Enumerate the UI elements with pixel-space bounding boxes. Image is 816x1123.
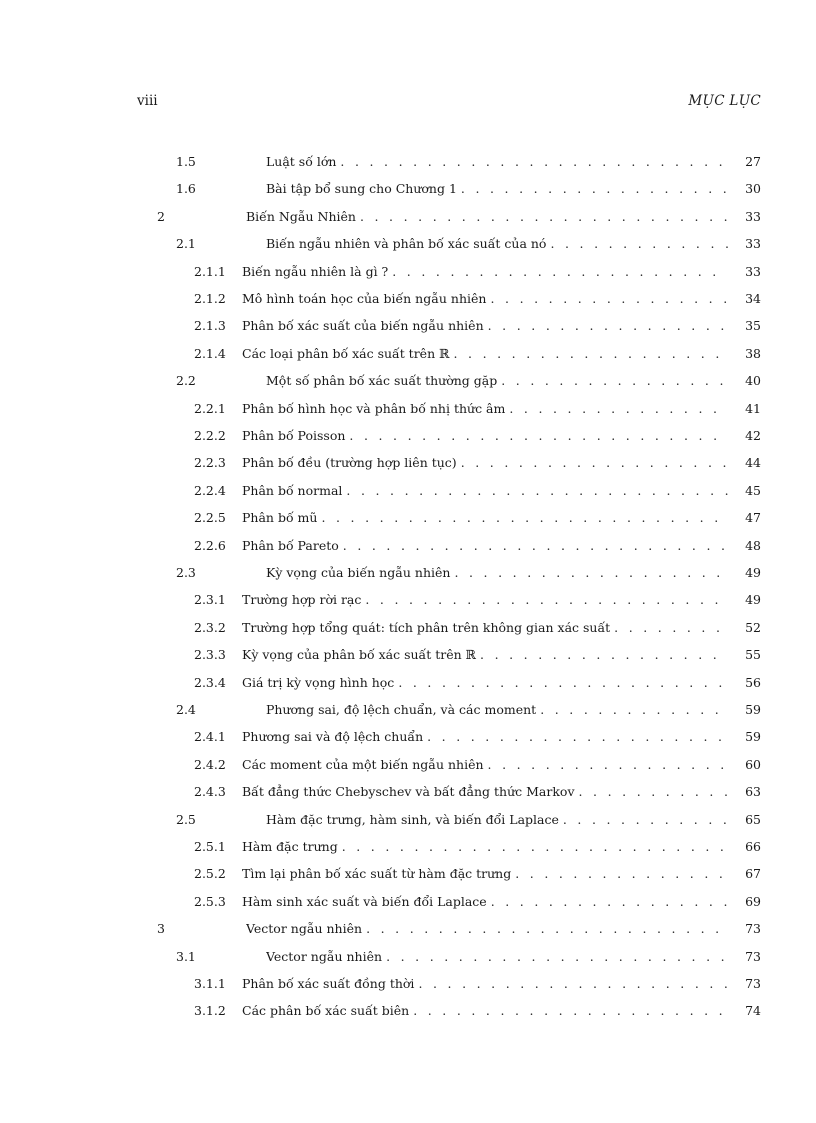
- toc-entry-subsection[interactable]: [0, 289, 816, 309]
- toc-entry-number: 2.5.2: [194, 866, 226, 882]
- toc-entry-number: 2.1.3: [194, 318, 226, 334]
- toc-entry-number: 2.2.4: [194, 482, 226, 498]
- toc-dot-leader: [365, 590, 728, 610]
- toc-entry-page-number: 55: [745, 647, 761, 663]
- toc-entry-page-number: 66: [745, 839, 761, 854]
- toc-entry-page-number: 74: [745, 1003, 761, 1019]
- toc-entry-page-number: 45: [745, 482, 761, 498]
- toc-entry-title: Giá trị kỳ vọng hình học: [242, 674, 395, 690]
- toc-entry-title-wrap: [246, 919, 728, 939]
- toc-entry-section[interactable]: [0, 810, 816, 830]
- toc-entry-chapter[interactable]: [0, 207, 816, 227]
- toc-entry-number: 3.1.1: [194, 976, 226, 991]
- toc-entry-number: 2.1.1: [194, 263, 226, 279]
- toc-entry-title: Phân bố Poisson: [242, 428, 346, 443]
- toc-entry-title-wrap: [242, 755, 728, 775]
- toc-entry-subsection[interactable]: [0, 864, 816, 884]
- toc-entry-number: 2.4.3: [194, 784, 226, 800]
- toc-entry-title-wrap: [242, 782, 728, 802]
- toc-entry-title: Biến Ngẫu Nhiên: [246, 208, 356, 224]
- toc-entry-page-number: 33: [745, 236, 761, 252]
- toc-dot-leader: [343, 536, 728, 556]
- toc-dot-leader: [418, 974, 728, 994]
- toc-entry-title: Kỳ vọng của biến ngẫu nhiên: [266, 565, 451, 580]
- toc-entry-page-number: 73: [745, 948, 761, 964]
- toc-entry-page-number: 42: [745, 428, 761, 443]
- toc-entry-page-number: 69: [745, 893, 761, 909]
- toc-dot-leader: [349, 426, 728, 446]
- toc-entry-chapter[interactable]: [0, 919, 816, 939]
- toc-entry-title: Phương sai, độ lệch chuẩn, và các moment: [266, 702, 537, 717]
- toc-dot-leader: [321, 508, 728, 528]
- toc-entry-title-wrap: [266, 234, 728, 254]
- toc-entry-title: Phân bố xác suất của biến ngẫu nhiên: [242, 318, 484, 334]
- toc-entry-number: 2.3: [176, 565, 196, 580]
- toc-entry-subsection[interactable]: [0, 645, 816, 665]
- toc-entry-title: Phân bố hình học và phân bố nhị thức âm: [242, 400, 506, 416]
- toc-dot-leader: [579, 782, 728, 802]
- toc-entry-title-wrap: [266, 947, 728, 967]
- toc-entry-title: Phân bố xác suất đồng thời: [242, 976, 415, 991]
- toc-dot-leader: [386, 947, 728, 967]
- toc-entry-title: Phân bố đều (trường hợp liên tục): [242, 455, 457, 471]
- toc-entry-page-number: 59: [745, 702, 761, 717]
- toc-entry-title: Trường hợp rời rạc: [242, 592, 362, 608]
- toc-entry-title-wrap: [266, 371, 728, 391]
- toc-entry-title-wrap: [242, 645, 728, 665]
- toc-entry-title: Hàm đặc trưng: [242, 839, 338, 854]
- running-header: [137, 93, 761, 113]
- toc-entry-section[interactable]: [0, 179, 816, 199]
- toc-entry-title-wrap: [242, 262, 728, 282]
- toc-entry-page-number: 41: [745, 400, 761, 416]
- toc-entry-title-wrap: [242, 536, 728, 556]
- toc-entry-title: Một số phân bố xác suất thường gặp: [266, 373, 498, 389]
- toc-entry-title-wrap: [242, 892, 728, 912]
- toc-entry-title-wrap: [242, 864, 728, 884]
- toc-dot-leader: [427, 727, 728, 747]
- toc-entry-subsection[interactable]: [0, 755, 816, 775]
- toc-entry-title-wrap: [242, 481, 728, 501]
- header-page-number: viii: [137, 93, 158, 109]
- toc-entry-number: 2.3.1: [194, 592, 226, 608]
- toc-entry-page-number: 33: [745, 263, 761, 279]
- toc-entry-page-number: 48: [745, 537, 761, 553]
- toc-dot-leader: [454, 563, 728, 583]
- toc-entry-subsection[interactable]: [0, 344, 816, 364]
- toc-entry-page-number: 33: [745, 208, 761, 224]
- toc-entry-section[interactable]: [0, 152, 816, 172]
- toc-dot-leader: [461, 179, 728, 199]
- toc-entry-title-wrap: [242, 316, 728, 336]
- toc-entry-page-number: 40: [745, 373, 761, 389]
- toc-entry-number: 3: [157, 921, 165, 937]
- toc-entry-title: Các phân bố xác suất biên: [242, 1003, 410, 1019]
- header-running-title: MỤC LỤC: [688, 93, 761, 109]
- toc-dot-leader: [340, 152, 728, 172]
- toc-entry-subsection[interactable]: [0, 481, 816, 501]
- toc-entry-number: 2.2.1: [194, 400, 226, 416]
- toc-entry-page-number: 65: [745, 811, 761, 827]
- toc-entry-page-number: 47: [745, 510, 761, 526]
- toc-entry-title-wrap: [266, 810, 728, 830]
- toc-entry-number: 2.2.6: [194, 537, 226, 553]
- toc-entry-title: Bất đẳng thức Chebyschev và bất đẳng thức Markov: [242, 784, 575, 800]
- toc-entry-page-number: 34: [745, 291, 761, 306]
- toc-entry-page-number: 49: [745, 592, 761, 608]
- toc-entry-page-number: 27: [745, 154, 761, 169]
- toc-entry-title: Các moment của một biến ngẫu nhiên: [242, 756, 484, 772]
- toc-entry-number: 2.4.2: [194, 756, 226, 772]
- toc-entry-title-wrap: [242, 453, 728, 473]
- toc-entry-subsection[interactable]: [0, 1001, 816, 1021]
- toc-entry-page-number: 35: [745, 318, 761, 334]
- toc-dot-leader: [501, 371, 728, 391]
- toc-entry-title-wrap: [246, 207, 728, 227]
- toc-dot-leader: [550, 234, 728, 254]
- toc-entry-page-number: 59: [745, 729, 761, 745]
- toc-dot-leader: [454, 344, 729, 364]
- toc-entry-title: Tìm lại phân bố xác suất từ hàm đặc trưng: [242, 866, 512, 882]
- toc-entry-subsection[interactable]: [0, 727, 816, 747]
- toc-entry-page-number: 44: [745, 455, 761, 471]
- toc-entry-section[interactable]: [0, 700, 816, 720]
- toc-entry-subsection[interactable]: [0, 892, 816, 912]
- toc-entry-title: Mô hình toán học của biến ngẫu nhiên: [242, 291, 487, 306]
- toc-entry-number: 2.3.3: [194, 647, 226, 663]
- toc-entry-title-wrap: [242, 399, 728, 419]
- toc-entry-number: 2.3.2: [194, 619, 226, 635]
- toc-dot-leader: [461, 453, 728, 473]
- toc-dot-leader: [342, 837, 728, 857]
- toc-entry-title: Phân bố mũ: [242, 510, 318, 526]
- toc-entry-title-wrap: [266, 563, 728, 583]
- toc-entry-page-number: 63: [745, 784, 761, 800]
- toc-dot-leader: [540, 700, 728, 720]
- toc-entry-subsection[interactable]: [0, 837, 816, 857]
- toc-entry-title-wrap: [242, 1001, 728, 1021]
- toc-dot-leader: [491, 892, 728, 912]
- toc-entry-subsection[interactable]: [0, 536, 816, 556]
- toc-entry-subsection[interactable]: [0, 453, 816, 473]
- toc-entry-title-wrap: [242, 837, 728, 857]
- toc-dot-leader: [515, 864, 728, 884]
- toc-entry-number: 2.2: [176, 373, 196, 389]
- toc-entry-title-wrap: [242, 974, 728, 994]
- toc-entry-subsection[interactable]: [0, 673, 816, 693]
- toc-entry-number: 2.3.4: [194, 674, 226, 690]
- toc-dot-leader: [480, 645, 728, 665]
- toc-entry-number: 2.5.1: [194, 839, 226, 854]
- toc-entry-title-wrap: [266, 700, 728, 720]
- toc-entry-section[interactable]: [0, 947, 816, 967]
- toc-dot-leader: [488, 755, 728, 775]
- toc-entry-number: 2.1.2: [194, 291, 226, 306]
- toc-entry-page-number: 56: [745, 674, 761, 690]
- toc-dot-leader: [398, 673, 728, 693]
- toc-entry-title: Vector ngẫu nhiên: [246, 921, 363, 937]
- toc-entry-subsection[interactable]: [0, 426, 816, 446]
- toc-entry-title: Phương sai và độ lệch chuẩn: [242, 729, 424, 745]
- toc-entry-title: Trường hợp tổng quát: tích phân trên không gian xác suất: [242, 619, 611, 635]
- toc-entry-number: 2.5.3: [194, 893, 226, 909]
- toc-entry-number: 1.5: [176, 154, 196, 169]
- toc-entry-subsection[interactable]: [0, 590, 816, 610]
- toc-entry-number: 1.6: [176, 181, 196, 197]
- toc-entry-title: Kỳ vọng của phân bố xác suất trên ℝ: [242, 647, 477, 663]
- toc-entry-page-number: 73: [745, 976, 761, 991]
- toc-entry-title-wrap: [242, 590, 728, 610]
- toc-entry-title: Bài tập bổ sung cho Chương 1: [266, 181, 457, 197]
- toc-entry-page-number: 52: [745, 619, 761, 635]
- toc-entry-number: 2.2.2: [194, 428, 226, 443]
- toc-entry-page-number: 49: [745, 565, 761, 580]
- toc-entry-subsection[interactable]: [0, 399, 816, 419]
- toc-entry-subsection[interactable]: [0, 974, 816, 994]
- toc-entry-page-number: 38: [745, 345, 761, 361]
- toc-dot-leader: [490, 289, 728, 309]
- toc-dot-leader: [366, 919, 728, 939]
- toc-entry-number: 3.1.2: [194, 1003, 226, 1019]
- toc-dot-leader: [563, 810, 728, 830]
- toc-entry-subsection[interactable]: [0, 782, 816, 802]
- toc-entry-title: Phân bố normal: [242, 482, 343, 498]
- toc-entry-section[interactable]: [0, 563, 816, 583]
- toc-entry-page-number: 60: [745, 756, 761, 772]
- toc-entry-section[interactable]: [0, 371, 816, 391]
- toc-entry-title-wrap: [266, 152, 728, 172]
- toc-entry-title-wrap: [242, 618, 728, 638]
- toc-entry-title-wrap: [242, 426, 728, 446]
- toc-entry-number: 2.1.4: [194, 345, 226, 361]
- toc-dot-leader: [392, 262, 728, 282]
- toc-entry-title: Hàm sinh xác suất và biến đổi Laplace: [242, 893, 487, 909]
- toc-dot-leader: [346, 481, 728, 501]
- toc-entry-subsection[interactable]: [0, 618, 816, 638]
- toc-entry-title-wrap: [242, 727, 728, 747]
- toc-entry-number: 2.5: [176, 811, 196, 827]
- toc-entry-page-number: 30: [745, 181, 761, 197]
- toc-entry-title: Vector ngẫu nhiên: [266, 948, 383, 964]
- toc-entry-number: 2.2.5: [194, 510, 226, 526]
- toc-entry-page-number: 73: [745, 921, 761, 937]
- toc-entry-title-wrap: [266, 179, 728, 199]
- toc-entry-number: 2.4.1: [194, 729, 226, 745]
- toc-entry-number: 2.1: [176, 236, 196, 252]
- toc-dot-leader: [509, 399, 728, 419]
- toc-entry-title-wrap: [242, 344, 728, 364]
- toc-entry-title-wrap: [242, 289, 728, 309]
- toc-entry-title: Phân bố Pareto: [242, 537, 339, 553]
- toc-entry-subsection[interactable]: [0, 508, 816, 528]
- toc-entry-title: Biến ngẫu nhiên là gì ?: [242, 263, 389, 279]
- toc-entry-number: 2.2.3: [194, 455, 226, 471]
- toc-dot-leader: [488, 316, 728, 336]
- toc-entry-title: Các loại phân bố xác suất trên ℝ: [242, 345, 450, 361]
- toc-entry-number: 3.1: [176, 948, 196, 964]
- toc-entry-title: Hàm đặc trưng, hàm sinh, và biến đổi Laplace: [266, 811, 559, 827]
- toc-entry-title-wrap: [242, 508, 728, 528]
- toc-entry-title: Luật số lớn: [266, 154, 337, 169]
- toc-dot-leader: [360, 207, 728, 227]
- toc-entry-page-number: 67: [745, 866, 761, 882]
- toc-entry-section[interactable]: [0, 234, 816, 254]
- toc-entry-number: 2: [157, 208, 165, 224]
- toc-entry-subsection[interactable]: [0, 262, 816, 282]
- toc-entry-title-wrap: [242, 673, 728, 693]
- toc-dot-leader: [614, 618, 728, 638]
- toc-dot-leader: [413, 1001, 728, 1021]
- toc-entry-title: Biến ngẫu nhiên và phân bố xác suất của nó: [266, 236, 547, 252]
- toc-entry-subsection[interactable]: [0, 316, 816, 336]
- toc-entry-number: 2.4: [176, 702, 196, 717]
